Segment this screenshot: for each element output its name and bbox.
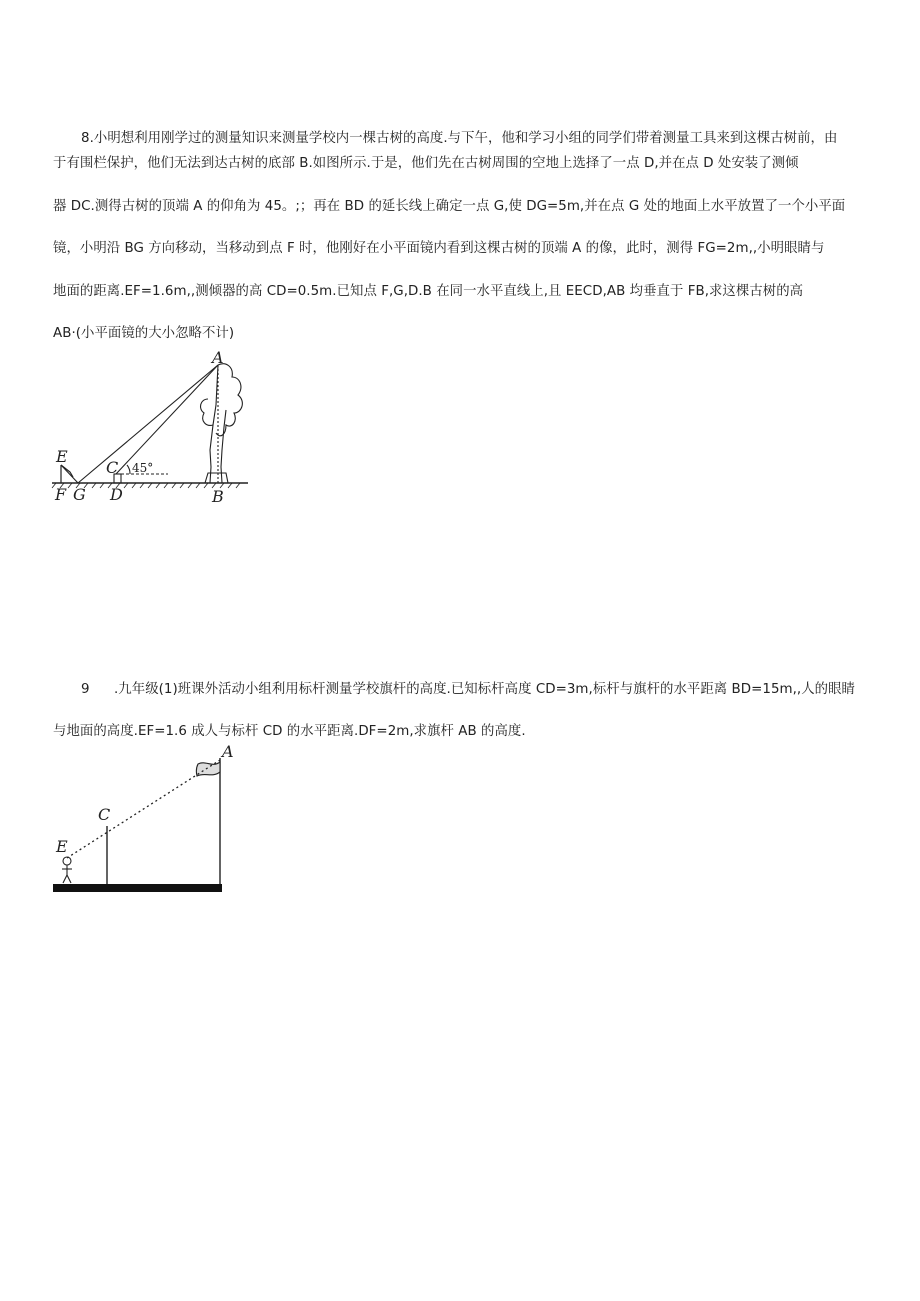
problem8-line-6: AB·(小平面镜的大小忽略不计) [53,326,235,341]
label-c: C [98,805,111,824]
problem8-line-4: 镜，小明沿 BG 方向移动，当移动到点 F 时，他刚好在小平面镜内看到这棵古树的顶端 A 的像，此时，测得 FG=2m,,小明眼睛与 [53,241,825,256]
problem8-line-5: 地面的距离.EF=1.6m,,测倾器的高 CD=0.5m.已知点 F,G,D.B 在同一水平直线上,且 EECD,AB 均垂直于 FB,求这棵古树的高 [53,284,804,299]
label-d: D [110,485,123,504]
label-e: E [56,837,68,856]
label-angle-45: 45° [132,461,154,475]
problem8-tree-figure [50,348,260,510]
person-figure [62,857,72,883]
problem9-number: 9 [81,682,90,697]
problem9-line-2: 与地面的高度.EF=1.6 成人与标杆 CD 的水平距离.DF=2m,求旗杆 AB 的高度. [53,724,526,739]
label-c: C [106,458,119,477]
label-f: F [55,485,67,504]
problem9-line-1: .九年级(1)班课外活动小组利用标杆测量学校旗杆的高度.已知标杆高度 CD=3m,标杆与旗杆的水平距离 BD=15m,,人的眼睛 [114,682,856,697]
problem8-line-3: 器 DC.测得古树的顶端 A 的仰角为 45。;；再在 BD 的延长线上确定一点 G,使 DG=5m,并在点 G 处的地面上水平放置了一个小平面 [53,199,846,214]
label-a: A [212,348,224,367]
label-e: E [56,447,68,466]
ground-bar [53,884,222,892]
problem9-flagpole-figure [50,742,234,896]
tree-drawing [201,364,243,483]
label-a: A [222,742,234,761]
label-b: B [212,487,224,506]
problem8-line-2: 于有围栏保护，他们无法到达古树的底部 B.如图所示.于是，他们先在古树周围的空地上选择了一点 D,并在点 D 处安装了测倾 [53,156,799,171]
problem8-line-1: 8.小明想利用刚学过的测量知识来测量学校内一棵古树的高度.与下午，他和学习小组的同学们带着测量工具来到这棵古树前，由 [81,131,838,146]
flag-shape [196,762,220,776]
label-g: G [73,485,86,504]
